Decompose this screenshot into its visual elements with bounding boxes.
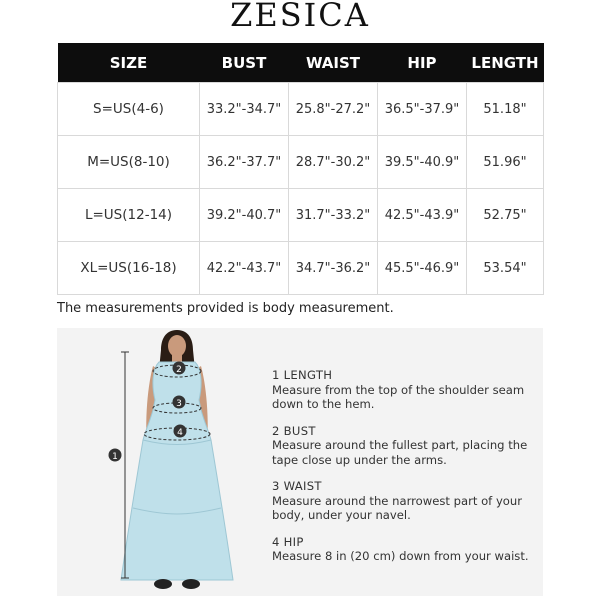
model-dress xyxy=(121,362,233,580)
legend-item-waist xyxy=(272,479,532,523)
waist-cell: 31.7"-33.2" xyxy=(289,189,378,242)
legend-title: 3 WAIST xyxy=(272,479,322,493)
model-left-shoe xyxy=(154,579,172,589)
header-length: LENGTH xyxy=(467,43,544,83)
marker-bust-label: 2 xyxy=(176,365,182,375)
model-face xyxy=(168,335,186,357)
length-cell: 53.54" xyxy=(467,242,544,295)
bust-cell: 42.2"-43.7" xyxy=(200,242,289,295)
waist-cell: 28.7"-30.2" xyxy=(289,136,378,189)
length-cell: 51.18" xyxy=(467,83,544,136)
hip-cell: 45.5"-46.9" xyxy=(378,242,467,295)
size-cell: L=US(12-14) xyxy=(58,189,200,242)
marker-length-label: 1 xyxy=(112,452,118,462)
legend-item-bust xyxy=(272,424,532,468)
bust-cell: 33.2"-34.7" xyxy=(200,83,289,136)
measurement-guide-panel xyxy=(57,328,543,596)
header-size: SIZE xyxy=(58,43,200,83)
hip-cell: 39.5"-40.9" xyxy=(378,136,467,189)
marker-waist-label: 3 xyxy=(176,399,182,409)
waist-cell: 34.7"-36.2" xyxy=(289,242,378,295)
table-row xyxy=(58,136,544,189)
bust-cell: 36.2"-37.7" xyxy=(200,136,289,189)
legend-description: Measure 8 in (20 cm) down from your waist. xyxy=(272,549,529,563)
legend-title: 2 BUST xyxy=(272,423,316,438)
length-cell: 51.96" xyxy=(467,136,544,189)
brand-logo: ZESICA xyxy=(230,0,370,34)
header-waist: WAIST xyxy=(289,43,378,83)
measurement-note: The measurements provided is body measurement. xyxy=(57,301,394,316)
size-chart-header-row xyxy=(58,43,544,83)
marker-hip-label: 4 xyxy=(177,428,183,438)
table-row xyxy=(58,189,544,242)
legend-description: Measure around the narrowest part of your body, under your navel. xyxy=(272,493,523,522)
header-hip: HIP xyxy=(378,43,467,83)
legend-item-hip xyxy=(272,535,532,564)
table-row xyxy=(58,83,544,136)
length-cell: 52.75" xyxy=(467,189,544,242)
header-bust: BUST xyxy=(200,43,289,83)
size-chart-table xyxy=(57,43,544,295)
size-cell: M=US(8-10) xyxy=(58,136,200,189)
legend-title: 1 LENGTH xyxy=(272,368,333,382)
size-cell: S=US(4-6) xyxy=(58,83,200,136)
legend-description: Measure around the fullest part, placing the tape close up under the arms. xyxy=(272,438,528,467)
legend-description: Measure from the top of the shoulder seam down to the hem. xyxy=(272,382,525,411)
hip-cell: 36.5"-37.9" xyxy=(378,83,467,136)
legend-title: 4 HIP xyxy=(272,534,304,549)
legend-item-length xyxy=(272,368,532,412)
measurement-legend xyxy=(272,368,532,576)
table-row xyxy=(58,242,544,295)
model-right-shoe xyxy=(182,579,200,589)
waist-cell: 25.8"-27.2" xyxy=(289,83,378,136)
model-figure xyxy=(77,328,277,596)
bust-cell: 39.2"-40.7" xyxy=(200,189,289,242)
size-cell: XL=US(16-18) xyxy=(58,242,200,295)
hip-cell: 42.5"-43.9" xyxy=(378,189,467,242)
